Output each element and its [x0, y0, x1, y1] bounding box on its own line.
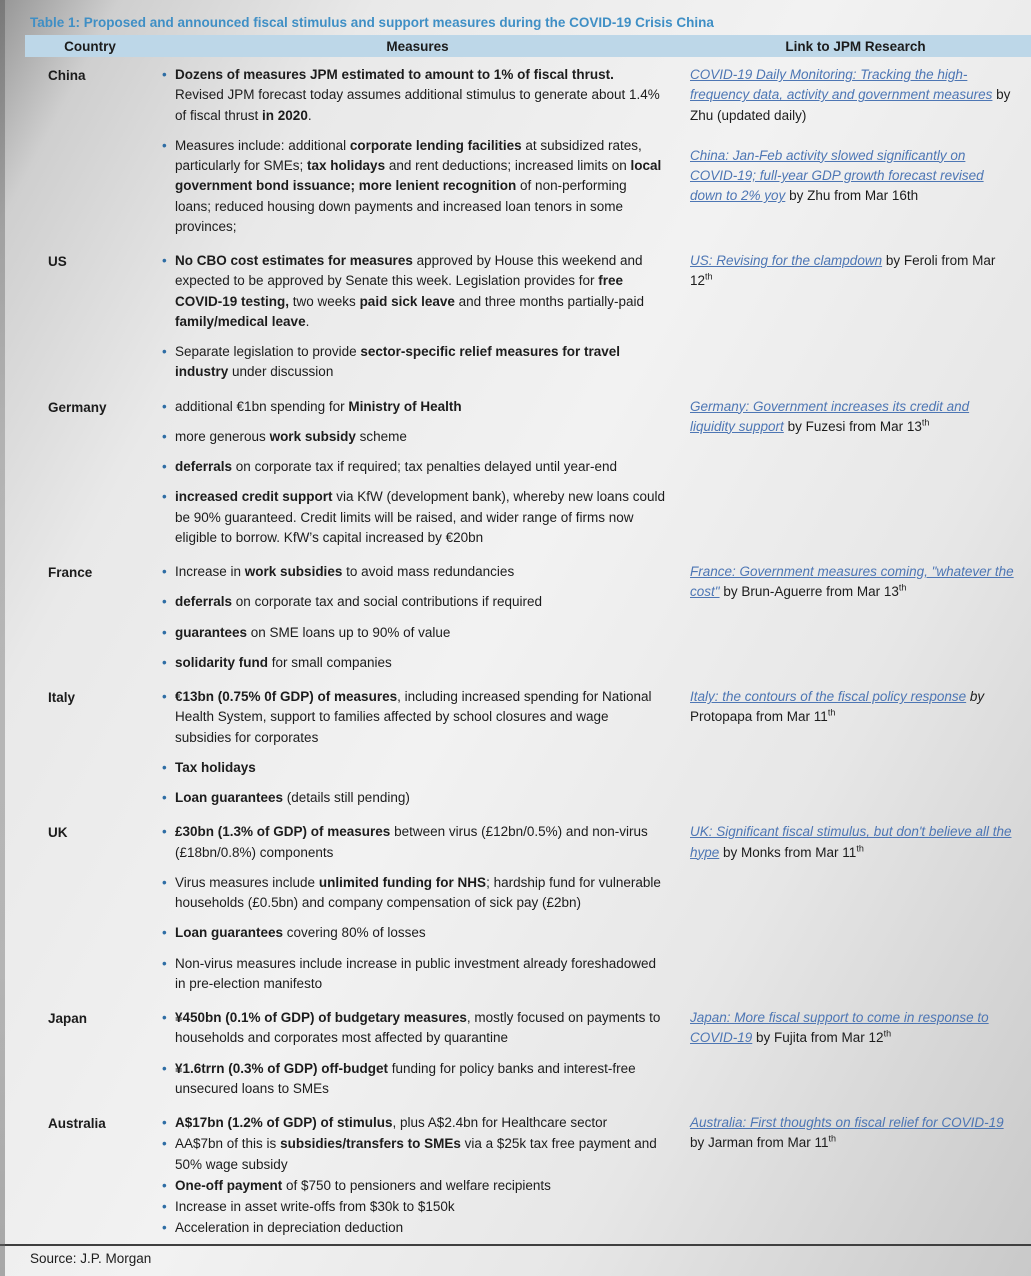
research-link[interactable]: UK: Significant fiscal stimulus, but don't believe all the hype [690, 824, 1012, 860]
text-segment: sector-specific relief measures for travel industry [175, 344, 620, 380]
country-cell: Germany [48, 399, 107, 415]
text-segment: increased credit support [175, 489, 333, 505]
table-row [25, 1113, 1031, 1240]
text-segment: of non-performing loans; reduced housing down payments and increased loan tenors in some provinces; [175, 178, 627, 234]
bullet-list [155, 687, 680, 808]
text-segment: . [307, 107, 312, 123]
text-segment: of $750 to pensioners and welfare recipients [282, 1177, 551, 1193]
table-body [25, 57, 1031, 1244]
text-segment: by Monks from Mar 11 [719, 844, 857, 860]
country-cell: UK [48, 825, 68, 841]
page-edge-shadow [0, 0, 5, 1276]
link-line [690, 65, 1015, 126]
bullet-item [175, 687, 666, 748]
bullet-item [175, 623, 666, 643]
superscript-text: th [827, 707, 836, 718]
text-segment: unlimited funding for NHS [318, 874, 487, 890]
text-segment: on corporate tax if required; tax penalties delayed until year-end [232, 459, 618, 474]
text-segment: by Fuzesi from Mar 13 [783, 418, 922, 434]
text-segment: to avoid mass redundancies [342, 564, 515, 579]
text-segment: and rent deductions; increased limits on [385, 158, 631, 173]
measures-cell [155, 687, 680, 818]
text-segment: more generous [175, 428, 270, 444]
text-segment: local government bond issuance; more lenient recognition [175, 158, 662, 194]
bullet-item [175, 562, 666, 582]
bullet-item [175, 342, 666, 383]
links-cell [680, 1008, 1031, 1109]
research-link[interactable]: China: Jan-Feb activity slowed significantly on COVID-19; full-year GDP growth forecast revised down to 2% yoy [690, 147, 984, 204]
text-segment: in 2020 [262, 107, 308, 123]
text-segment: Protopapa from Mar 11 [690, 709, 828, 725]
bullet-item [175, 457, 666, 477]
text-segment: corporate lending facilities [349, 137, 522, 153]
table-row [25, 562, 1031, 683]
text-segment: A$17bn (1.2% of GDP) of stimulus [175, 1115, 393, 1130]
country-cell: Italy [48, 690, 76, 705]
links-cell [680, 65, 1031, 247]
superscript-text: th [828, 1133, 837, 1144]
text-segment: tax holidays [307, 158, 386, 173]
measures-cell [155, 562, 680, 683]
link-line [690, 562, 1015, 603]
measures-cell [155, 822, 680, 1004]
bullet-list [155, 65, 680, 237]
text-segment: for small companies [268, 654, 392, 670]
text-segment: work subsidy [269, 428, 356, 444]
measures-cell [155, 1008, 680, 1109]
table-header-row [25, 35, 1031, 57]
superscript-text: th [921, 417, 930, 428]
text-segment: on SME loans up to 90% of value [247, 624, 451, 640]
text-segment: Loan guarantees [175, 925, 284, 941]
bullet-list [155, 1113, 680, 1239]
link-line [690, 687, 1015, 728]
bullet-item [175, 873, 666, 914]
research-link[interactable]: COVID-19 Daily Monitoring: Tracking the high-frequency data, activity and government measures [690, 67, 993, 103]
bullet-list [155, 1008, 680, 1099]
bullet-item [175, 1176, 666, 1196]
text-segment: Separate legislation to provide [175, 344, 361, 359]
bullet-item [175, 822, 666, 863]
text-segment: subsidies/transfers to SMEs [280, 1136, 461, 1152]
superscript-text: th [856, 843, 864, 853]
text-segment: £30bn (1.3% of GDP) of measures [175, 824, 391, 840]
text-segment: ¥1.6trrn (0.3% of GDP) off-budget [175, 1060, 389, 1076]
superscript-text: th [898, 582, 907, 593]
text-segment: paid sick leave [359, 293, 455, 309]
text-segment: , mostly focused on payments to households and corporates most affected by quarantine [175, 1010, 661, 1046]
table-row [25, 397, 1031, 559]
measures-cell [155, 251, 680, 393]
text-segment: two weeks [289, 293, 360, 309]
text-segment: on corporate tax and social contributions if required [232, 594, 542, 610]
link-line [690, 1113, 1015, 1154]
links-cell [680, 822, 1031, 1004]
bullet-item [175, 1113, 666, 1133]
text-segment: deferrals [175, 459, 233, 474]
superscript-text: th [883, 1028, 892, 1039]
bullet-item [175, 1197, 666, 1217]
country-cell: Japan [48, 1011, 88, 1026]
text-segment: by Zhu (updated daily) [690, 87, 1011, 123]
text-segment: No CBO cost estimates for measures [175, 253, 413, 268]
bullet-item [175, 1008, 666, 1049]
text-segment: Acceleration in depreciation deduction [175, 1220, 404, 1236]
text-segment: , plus A$2.4bn for Healthcare sector [392, 1115, 608, 1130]
table-row [25, 251, 1031, 393]
bullet-item [175, 592, 666, 612]
table-row [25, 822, 1031, 1004]
bullet-item [175, 487, 666, 548]
source-note: Source: J.P. Morgan [0, 1244, 1031, 1276]
text-segment: by [966, 689, 985, 704]
text-segment: free COVID-19 testing, [175, 273, 624, 309]
bullet-item [175, 65, 666, 126]
text-segment: via a $25k tax free payment and 50% wage subsidy [175, 1136, 657, 1172]
text-segment: Non-virus measures include increase in public investment already foreshadowed in pre-election manifesto [175, 955, 656, 991]
text-segment: by Zhu from Mar 16th [785, 188, 919, 204]
text-segment: ; hardship fund for vulnerable households (£0.5bn) and company compensation of sick pay (£2bn) [175, 874, 661, 910]
text-segment: covering 80% of losses [283, 925, 426, 941]
text-segment: Measures include: additional [175, 137, 350, 153]
text-segment: AA$7bn of this is [175, 1136, 281, 1152]
text-segment: Virus measures include [175, 874, 319, 890]
links-cell [680, 687, 1031, 818]
text-segment: Revised JPM forecast today assumes additional stimulus to generate about 1.4% of fiscal thrust [175, 87, 660, 123]
text-segment: One-off payment [175, 1177, 283, 1193]
text-segment: Tax holidays [175, 759, 256, 775]
links-cell [680, 397, 1031, 559]
link-line [690, 822, 1015, 863]
measures-cell [155, 1113, 680, 1240]
research-link[interactable]: Japan: More fiscal support to come in response to COVID-19 [690, 1010, 989, 1046]
text-segment: guarantees [175, 624, 248, 640]
text-segment: , including increased spending for National Health System, support to families affected by school closures and wage subsidies for corporates [175, 689, 652, 745]
text-segment: scheme [355, 428, 407, 444]
text-segment: funding for policy banks and interest-free unsecured loans to SMEs [175, 1060, 636, 1096]
bullet-item [175, 954, 666, 995]
text-segment: solidarity fund [175, 654, 269, 670]
table-row [25, 65, 1031, 247]
bullet-item [175, 788, 666, 808]
text-segment: Increase in [175, 564, 245, 579]
text-segment: by Jarman from Mar 11 [690, 1135, 829, 1151]
text-segment: by Brun-Aguerre from Mar 13 [719, 584, 899, 600]
bullet-list [155, 822, 680, 994]
country-cell: France [48, 565, 93, 580]
bullet-list [155, 397, 680, 549]
bullet-item [175, 136, 666, 237]
bullet-item [175, 758, 666, 778]
country-cell: China [48, 68, 86, 83]
text-segment: Ministry of Health [348, 398, 462, 414]
column-header-country: Country [64, 38, 116, 54]
text-segment: additional €1bn spending for [175, 398, 349, 414]
text-segment: by Fujita from Mar 12 [752, 1030, 884, 1046]
text-segment: and three months partially-paid [454, 293, 644, 309]
text-segment: at subsidized rates, particularly for SMEs; [175, 137, 642, 173]
text-segment: deferrals [175, 594, 233, 610]
link-line [690, 146, 1015, 207]
measures-cell [155, 397, 680, 559]
research-link[interactable]: US: Revising for the clampdown [690, 253, 883, 268]
links-cell [680, 251, 1031, 393]
text-segment: Dozens of measures JPM estimated to amount to 1% of fiscal thrust. [175, 67, 614, 82]
text-segment: work subsidies [244, 564, 343, 579]
text-segment: via KfW (development bank), whereby new loans could be 90% guaranteed. Credit limits will be raised, and wider range of firms now eligible to borrow. KfW’s capital increased by €20bn [175, 489, 665, 545]
column-header-link: Link to JPM Research [785, 38, 926, 54]
research-link[interactable]: Italy: the contours of the fiscal policy response [690, 689, 967, 704]
link-line [690, 251, 1015, 292]
text-segment: Loan guarantees [175, 790, 284, 805]
text-segment: family/medical leave [175, 313, 306, 329]
text-segment: by Feroli from Mar 12 [690, 253, 996, 289]
bullet-item [175, 1218, 666, 1238]
text-segment: Increase in asset write-offs from $30k to $150k [175, 1199, 455, 1214]
link-line [690, 1008, 1015, 1049]
text-segment: under discussion [228, 364, 334, 380]
research-link[interactable]: Germany: Government increases its credit and liquidity support [690, 398, 970, 434]
bullet-item [175, 923, 666, 943]
bullet-item [175, 427, 666, 447]
research-link[interactable]: France: Government measures coming, "whatever the cost" [690, 564, 1014, 600]
link-line [690, 397, 1015, 438]
bullet-item [175, 653, 666, 673]
bullet-list [155, 562, 680, 673]
bullet-item [175, 251, 666, 332]
links-cell [680, 562, 1031, 683]
table-row [25, 687, 1031, 818]
text-segment: ¥450bn (0.1% of GDP) of budgetary measures [175, 1010, 467, 1025]
text-segment: between virus (£12bn/0.5%) and non-virus (£18bn/0.8%) components [175, 824, 648, 860]
column-header-measures: Measures [386, 38, 449, 54]
bullet-list [155, 251, 680, 383]
bullet-item [175, 1059, 666, 1100]
text-segment: (details still pending) [283, 790, 410, 805]
country-cell: Australia [48, 1116, 106, 1131]
text-segment: approved by House this weekend and expected to be approved by Senate this week. Legislation provides for [175, 253, 643, 289]
bullet-item [175, 1134, 666, 1175]
text-segment: . [305, 313, 310, 329]
table-title: Table 1: Proposed and announced fiscal stimulus and support measures during the COVID-19 Crisis China [30, 15, 714, 30]
measures-cell [155, 65, 680, 247]
research-link[interactable]: Australia: First thoughts on fiscal relief for COVID-19 [690, 1115, 1004, 1130]
links-cell [680, 1113, 1031, 1240]
bullet-item [175, 397, 666, 417]
table-row [25, 1008, 1031, 1109]
superscript-text: th [705, 271, 713, 282]
country-cell: US [48, 254, 67, 269]
text-segment: €13bn (0.75% 0f GDP) of measures [175, 689, 398, 704]
